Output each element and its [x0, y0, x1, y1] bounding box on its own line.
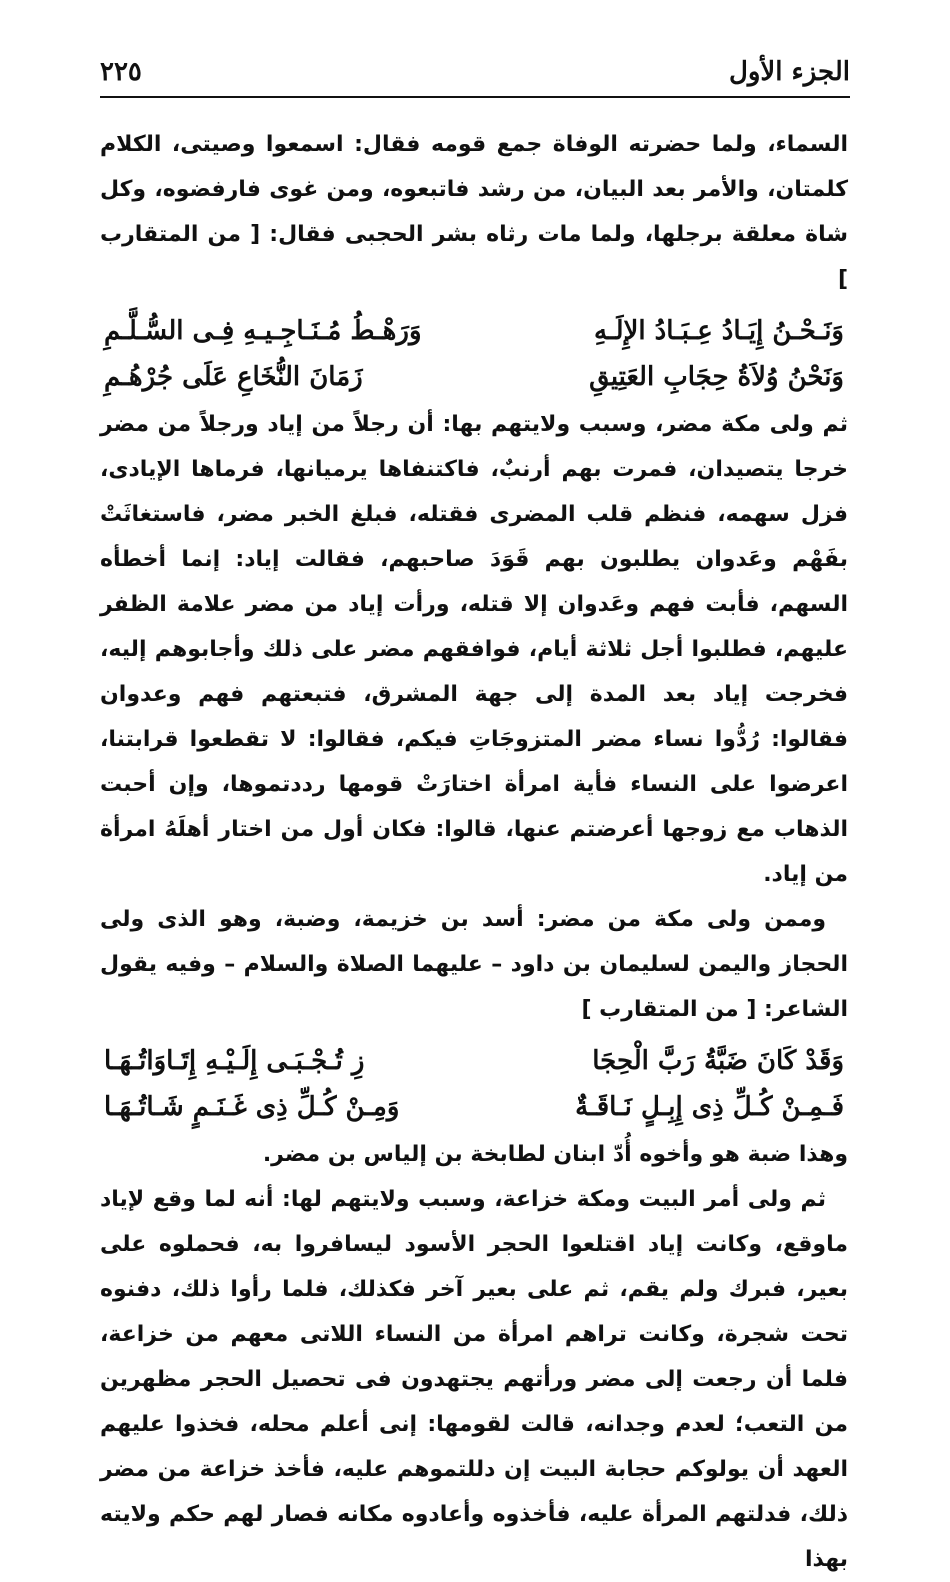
paragraph-5: ثم ولى أمر البيت ومكة خزاعة، وسبب ولايتهم لها: أنه لما وقع لإياد ماوقع، وكانت إياد اقتلعوا الحجر الأسود ليسافروا به، فحملوه على بعير، فبرك ولم يقم، ثم على بعير آخر فكذلك، فلما رأوا ذلك، دفنوه تحت شجرة، وكانت تراهم امرأة من النساء اللاتى معهم من خزاعة، فلما أن رجعت إلى مضر ورأتهم يجتهدون فى تحصيل الحجر مظهرين من التعب؛ لعدم وجدانه، قالت لقومها: إنى أعلم محله، فخذوا عليهم العهد أن يولوكم حجابة البيت إن دللتموهم عليه، فأخذ خزاعة من مضر ذلك، فدلتهم المرأة عليه، فأخذوه وأعادوه مكانه فصار لهم حكم ولايته بهذا [100, 1187, 848, 1572]
verse-second-hemistich: وَمِـنْ كُـلِّ ذِى غَـنَـمٍ شَـاتُـهَـا [104, 1092, 400, 1122]
verse-first-hemistich: وَقَدْ كَانَ ضَبَّةُ رَبَّ الْحِجَا [592, 1046, 844, 1076]
paragraph-4: وهذا ضبة هو وأخوه أُدّ ابنان لطابخة بن إلياس بن مضر. [262, 1142, 848, 1167]
page-number: ٢٢٥ [100, 57, 142, 87]
running-title: الجزء الأول [728, 57, 850, 87]
paragraph-3: وممن ولى مكة من مضر: أسد بن خزيمة، وضبة، وهو الذى ولى الحجاز واليمن لسليمان بن داود – عليهما الصلاة والسلام – وفيه يقول الشاعر: [ من المتقارب ] [100, 907, 848, 1022]
verse-first-hemistich: فَـمِـنْ كُـلِّ ذِى إِبِـلٍ نَـاقَـةٌ [575, 1092, 844, 1122]
verse-line [100, 354, 848, 400]
verse-line [100, 1038, 848, 1084]
verse-line [100, 308, 848, 354]
header-divider [100, 96, 850, 98]
paragraph-1: السماء، ولما حضرته الوفاة جمع قومه فقال: اسمعوا وصيتى، الكلام كلمتان، والأمر بعد البيان، من رشد فاتبعوه، ومن غوى فارفضوه، وكل شاة معلقة برجلها، ولما مات رثاه بشر الحجبى فقال: [ من المتقارب ] [100, 132, 848, 292]
page-header [100, 55, 850, 93]
poem-1 [100, 308, 848, 400]
verse-second-hemistich: زِ تُـجْـبَـى إِلَـيْـهِ إِتَـاوَاتُـهَـا [104, 1046, 365, 1076]
paragraph-2: ثم ولى مكة مضر، وسبب ولايتهم بها: أن رجلاً من إياد ورجلاً من مضر خرجا يتصيدان، فمرت بهم أرنبٌ، فاكتنفاها يرميانها، فرماها الإيادى، فزل سهمه، فنظم قلب المضرى فقتله، فبلغ الخبر مضر، فاستغاثَتْ بفَهْم وعَدوان يطلبون بهم قَوَدَ صاحبهم، فقالت إياد: إنما أخطأه السهم، فأبت فهم وعَدوان إلا قتله، ورأت إياد من مضر علامة الظفر عليهم، فطلبوا أجل ثلاثة أيام، فوافقهم مضر على ذلك وأجابوهم إليه، فخرجت إياد بعد المدة إلى جهة المشرق، فتبعتهم فهم وعدوان فقالوا: رُدُّوا نساء مضر المتزوجَاتِ فيكم، فقالوا: لا تقطعوا قرابتنا، اعرضوا على النساء فأية امرأة اختارَتْ قومها رددتموها، وإن أحبت الذهاب مع زوجها أعرضتم عنها، قالوا: فكان أول من اختار أهلَهُ امرأة من إياد. [100, 412, 848, 887]
page-body [100, 122, 848, 1582]
verse-first-hemistich: وَنَحْنُ وُلاَةُ حِجَابِ العَتِيقِ [589, 362, 844, 392]
verse-second-hemistich: زَمَانَ النُّخَاعِ عَلَى جُرْهُـمِ [104, 362, 363, 392]
verse-first-hemistich: وَنَـحْـنُ إِيَـادُ عِـبَـادُ الإِلَـهِ [594, 316, 844, 346]
poem-2 [100, 1038, 848, 1130]
verse-line [100, 1084, 848, 1130]
verse-second-hemistich: وَرَهْـطُ مُـنَـاجِـيـهِ فِـى السُّـلَّـمِ [104, 316, 422, 346]
